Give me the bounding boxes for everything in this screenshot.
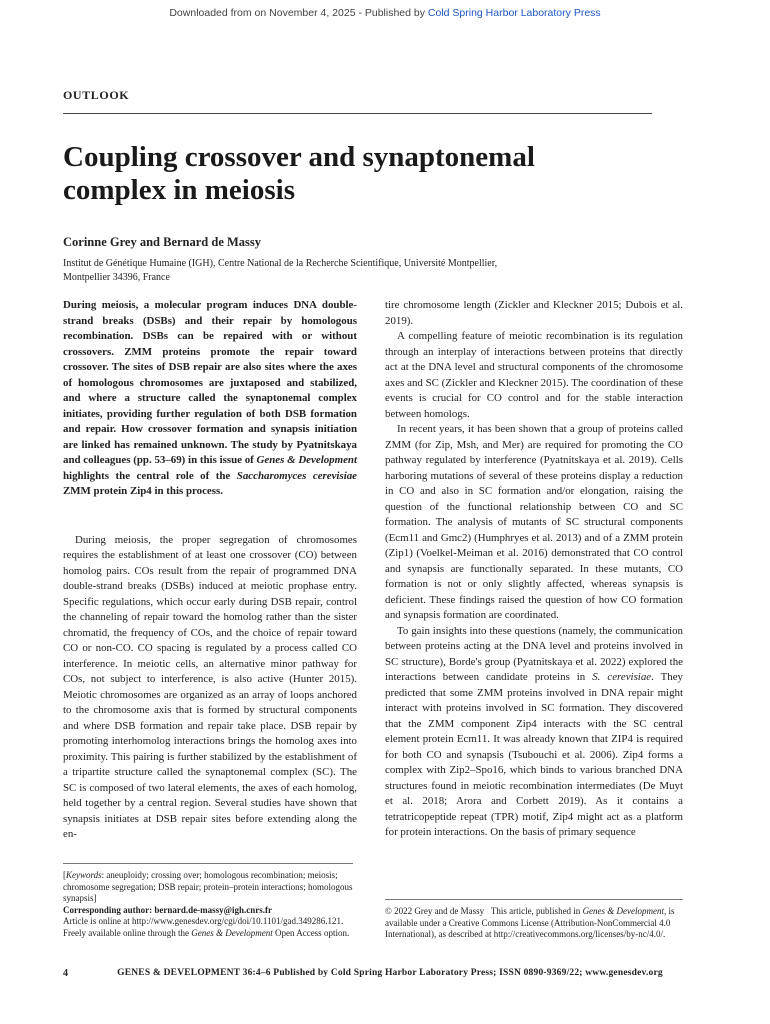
download-banner-text: Downloaded from on November 4, 2025 - Published by [169, 7, 428, 19]
body-paragraph-zmm: In recent years, it has been shown that a group of proteins called ZMM (for Zip, Msh, and Mer) are required for promoting the CO pathway regulated by interference (Pyatnitskaya et al. 2019). Cells harboring mutations of several of these proteins display a reduction in CO and also in SC formation and/or elongation, raising the question of the functional relationship between CO and SC formation. The analysis of mutants of SC structural components (Ecm11 and Gmc2) (Humphryes et al. 2013) and of a ZMM protein (Zip1) (Voelkel-Meiman et al. 2016) demonstrated that CO control and synapsis are functionally separated. In these mutants, CO formation is not or only slightly affected, whereas synapsis is deficient. These findings raised the question of how CO formation and synapsis formation are coordinated. [385, 423, 683, 621]
abstract-journal-name: Genes & Development [256, 454, 357, 466]
license-journal-name: Genes & Development [582, 906, 665, 916]
article-online-note [63, 916, 353, 939]
journal-footer: GENES & DEVELOPMENT 36:4–6 Published by Cold Spring Harbor Laboratory Press; ISSN 0890-9369/22; www.genesdev.org [117, 968, 663, 978]
abstract [63, 298, 357, 500]
download-banner [0, 7, 770, 19]
article-title [63, 141, 623, 207]
section-divider [63, 113, 652, 114]
abstract-text-2: highlights the central role of the [63, 469, 237, 482]
abstract-text-1: During meiosis, a molecular program induces DNA double-strand breaks (DSBs) and their repair by homologous recombination. DSBs can be repaired with or without crossovers. ZMM proteins promote the repair toward crossover. The sites of DSB repair are also sites where the axes of homologous chromosomes are juxtaposed and stabilized, and where a structure called the synaptonemal complex initiates, providing further regulation of both DSB formation and repair. How crossover formation and synapsis initiation are linked has remained unknown. The study by Pyatnitskaya and colleagues (pp. 53–69) in this issue of [63, 299, 357, 466]
copyright-text: © 2022 Grey and de Massy [385, 906, 485, 916]
article-online-text: Article is online at http://www.genesdev.org/cgi/doi/10.1101/gad.349286.121. Freely available online through the [63, 916, 344, 938]
affiliation-line-1: Institut de Génétique Humaine (IGH), Centre National de la Recherche Scientifique, Université Montpellier, [63, 258, 498, 269]
keywords-footnote [63, 863, 353, 939]
abstract-species-name: Saccharomyces cerevisiae [236, 469, 358, 482]
publisher-link[interactable]: Cold Spring Harbor Laboratory Press [427, 7, 601, 19]
body-paragraph-continued: tire chromosome length (Zickler and Kleckner 2015; Dubois et al. 2019). [385, 299, 683, 327]
page-number: 4 [63, 968, 68, 979]
article-online-journal: Genes & Development [191, 927, 273, 938]
left-column [63, 298, 357, 843]
section-label: OUTLOOK [63, 88, 130, 102]
author-list: Corinne Grey and Bernard de Massy [63, 235, 262, 249]
article-title-line-2: complex in meiosis [63, 174, 295, 206]
keywords-list: : aneuploidy; crossing over; homologous recombination; meiosis; chromosome segregation; DSB repair; protein–protein interactions; homologous synapsis] [63, 870, 353, 903]
corresponding-author-text: Corresponding author: bernard.de-massy@igh.cnrs.fr [63, 904, 272, 915]
keywords-label: Keywords [66, 870, 102, 880]
right-column [385, 298, 683, 841]
body-paragraph-intro: During meiosis, the proper segregation of chromosomes requires the establishment of at least one crossover (CO) between homolog pairs. COs result from the repair of programmed DNA double-strand breaks (DSBs) induced at meiotic prophase entry. Specific regulations, which occur early during DSB repair, control the channeling of repair toward the homolog rather than the sister chromatid, the frequency of COs, and the choice of repair toward CO or non-CO. CO spacing is regulated by a process called CO interference. In meiotic cells, an alternative minor pathway for COs, not subject to interference, is also active (Hunter 2015). Meiotic chromosomes are organized as an array of loops anchored to the chromosome axis that is formed by structural components and where DSB formation and repair take place. DSB repair by promoting interhomolog interactions brings the homolog axes into proximity. This pairing is further stabilized by the establishment of a tripartite structure called the synaptonemal complex (SC). The SC is composed of two lateral elements, the axes of each homolog, held together by a central region. Several studies have shown that synapsis initiates at DSB repair sites before extending along the en- [63, 533, 357, 840]
author-affiliation [63, 257, 583, 285]
license-footnote [385, 899, 683, 941]
license-text-2: , is available under a Creative Commons License (Attribution-NonCommercial 4.0 International), as described at http://creativecommons.org/licenses/by-nc/4.0/. [385, 906, 675, 939]
license-text-1: This article, published in [490, 906, 583, 916]
keywords-line: [Keywords: aneuploidy; crossing over; homologous recombination; meiosis; chromosome segregation; DSB repair; protein–protein interactions; homologous synapsis] [63, 870, 353, 903]
body-paragraph-regulation: A compelling feature of meiotic recombination is its regulation through an interplay of interactions between proteins that directly act at the DNA level and structural components of the chromosome axes and SC (Zickler and Kleckner 2015). The coordination of these events is crucial for CO control and for the stable interaction between homologs. [385, 330, 683, 420]
body-paragraph-study [385, 624, 683, 841]
corresponding-author [63, 905, 353, 917]
article-title-line-1: Coupling crossover and synaptonemal [63, 141, 535, 173]
abstract-text-3: ZMM protein Zip4 in this process. [63, 485, 223, 497]
body-paragraph-study-text-2: . They predicted that some ZMM proteins involved in DNA repair might interact with proteins involved in SC formation. They discovered that the ZMM component Zip4 interacts with the SC central element protein Ecm11. It was already known that ZIP4 is required for both CO and synapsis (Tsubouchi et al. 2006). Zip4 forms a complex with Zip2–Spo16, which binds to various branched DNA structures found in meiotic recombination intermediates (De Muyt et al. 2018; Arora and Corbett 2019). As it contains a tetratricopeptide repeat (TPR) motif, Zip4 might act as a platform for protein interactions. On the basis of primary sequence [385, 671, 683, 838]
body-species-name: S. cerevisiae [592, 671, 652, 683]
body-paragraph-study-text-1: To gain insights into these questions (namely, the communication between proteins acting at the DNA level and proteins involved in SC structure), Borde's group (Pyatnitskaya et al. 2022) explored the interactions between candidate proteins in [385, 624, 683, 683]
open-access-text: Open Access option. [272, 927, 350, 938]
affiliation-line-2: Montpellier 34396, France [63, 272, 170, 283]
